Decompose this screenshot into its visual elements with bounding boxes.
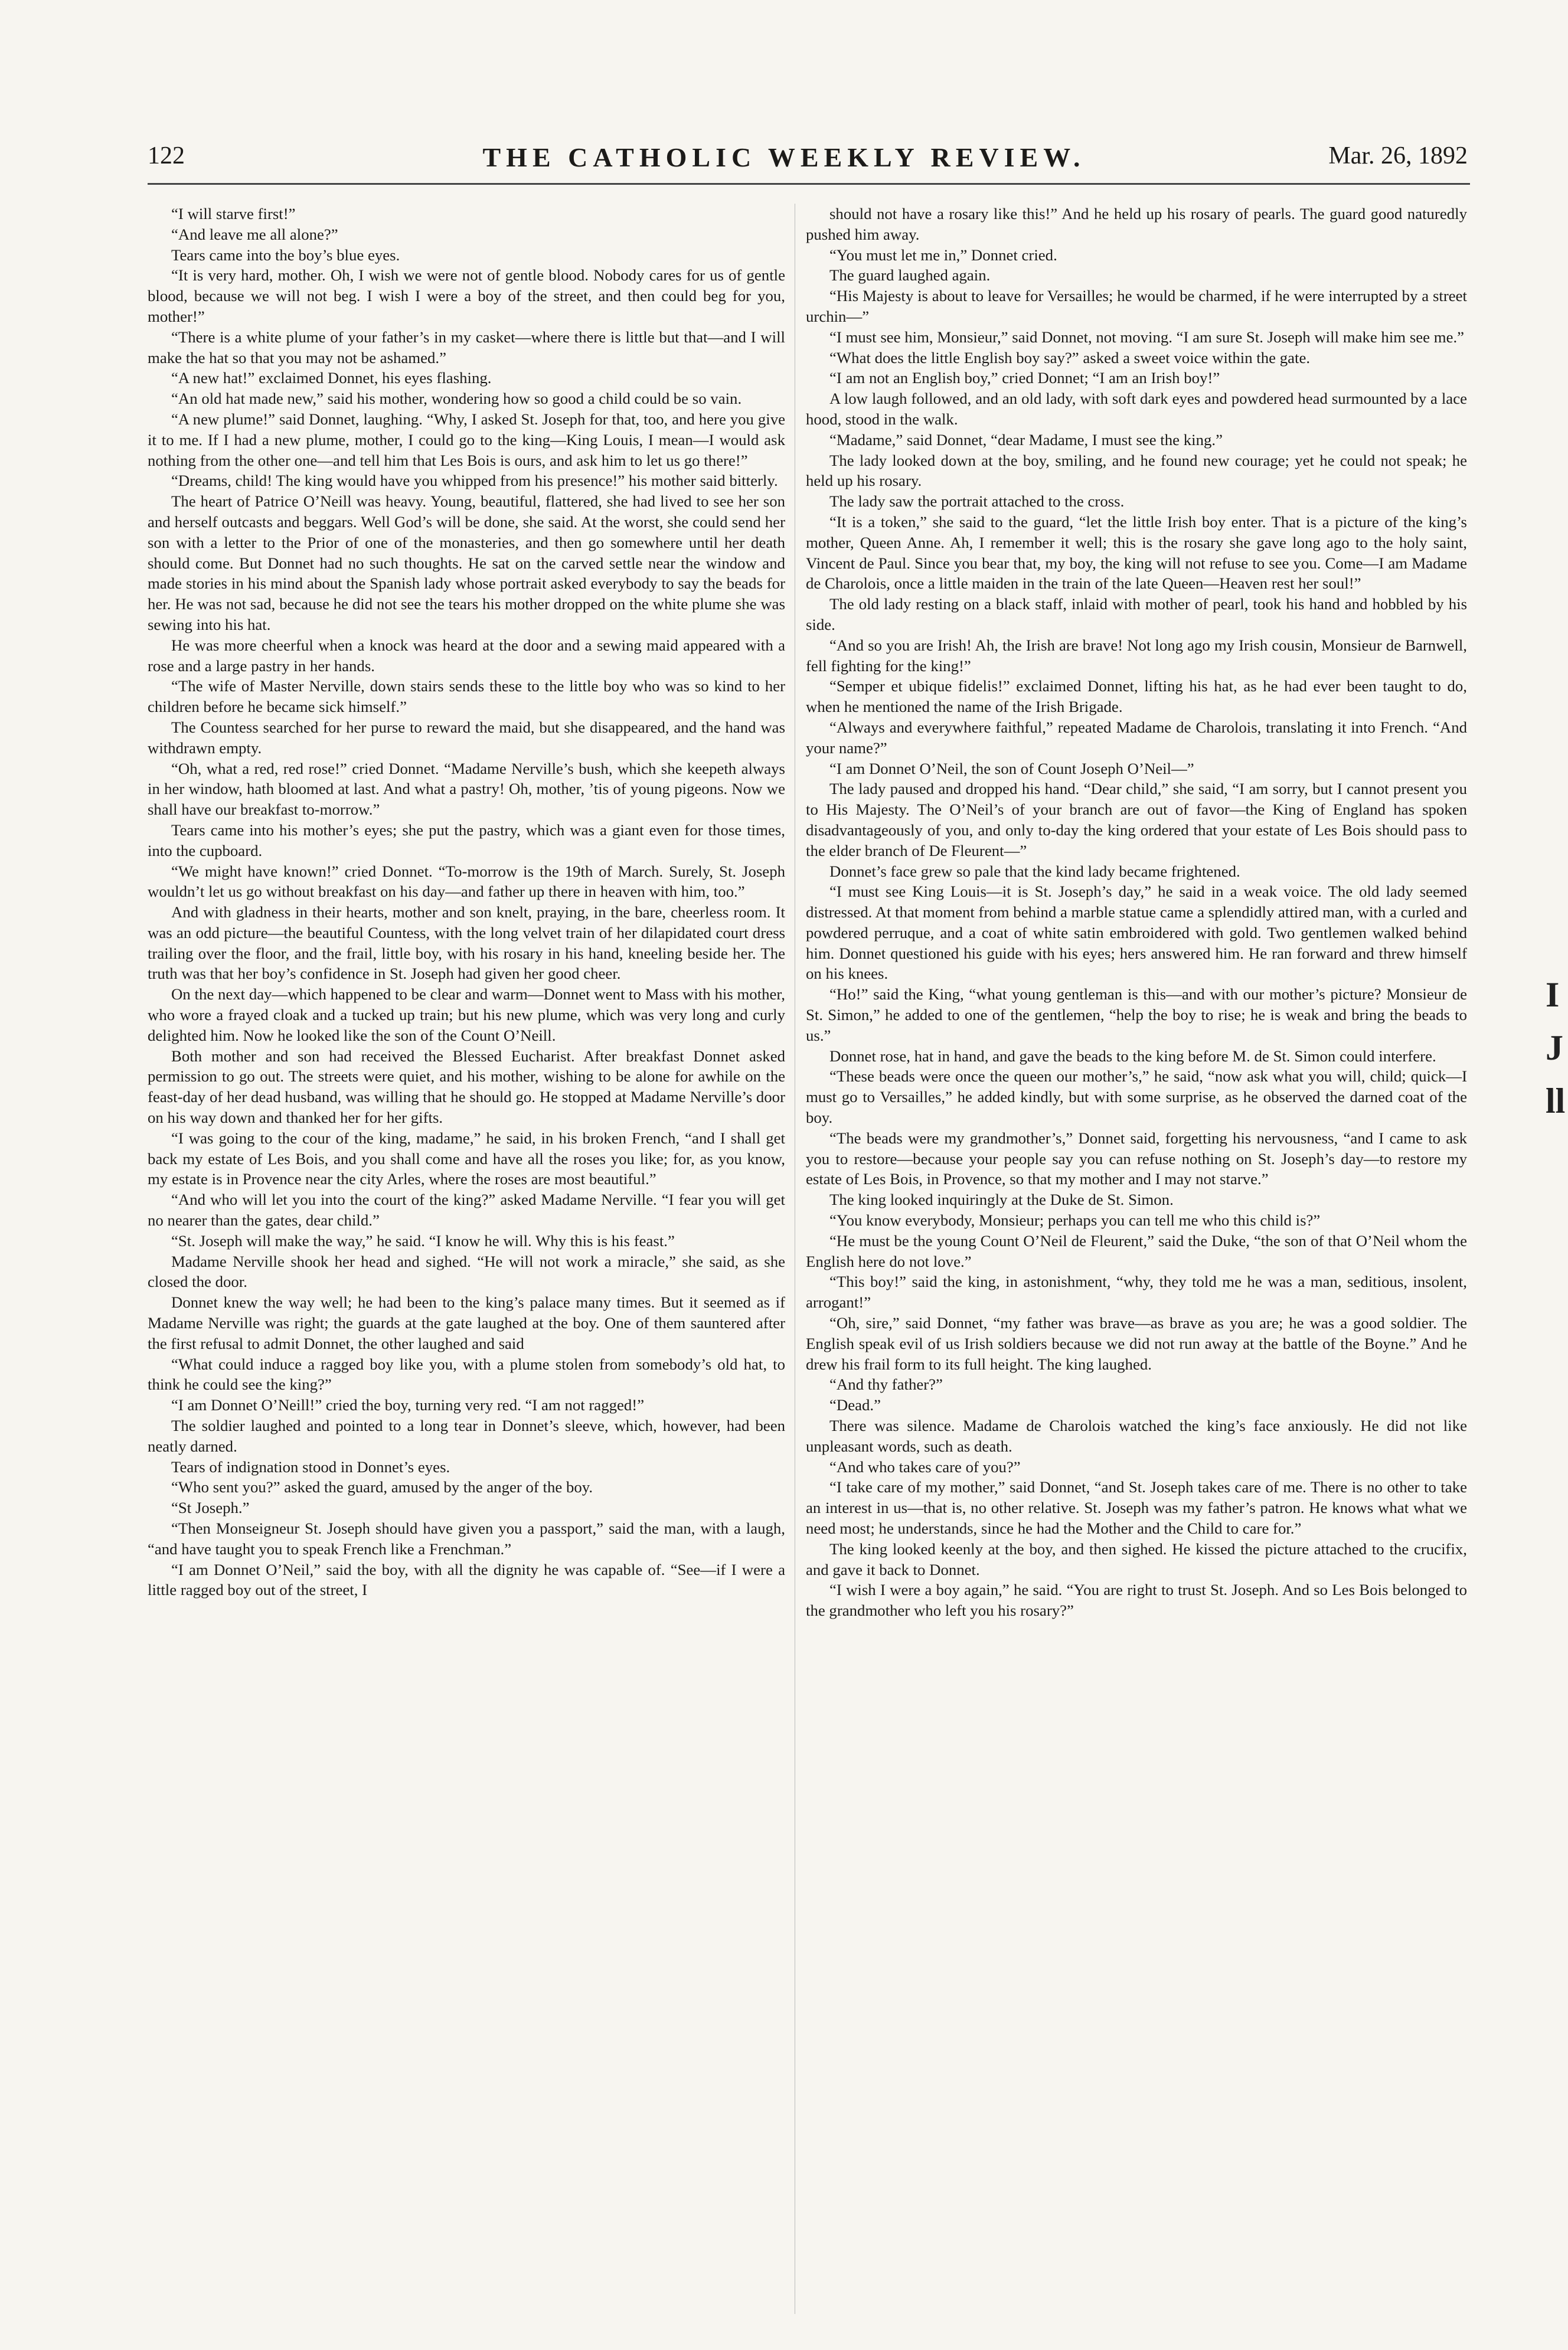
paragraph: Tears of indignation stood in Donnet’s eyes.: [171, 1457, 450, 1476]
paragraph: “I will starve first!”: [171, 205, 296, 223]
paragraph: “Oh, what a red, red rose!” cried Donnet. “Madame Nerville’s bush, which she keepeth always in her window, hath bloomed at last. And what a pastry! Oh, mother, ’tis of young pigeons. Now we shall have our breakfast to-morrow.”: [148, 759, 785, 819]
paragraph: “Oh, sire,” said Donnet, “my father was brave—as brave as you are; he was a good soldier. The English speak evil of us Irish soldiers because we did not run away at the battle of the Boyne.” And he drew his frail form to its full height. The king laughed.: [806, 1314, 1467, 1373]
paragraph: Donnet knew the way well; he had been to the king’s palace many times. But it seemed as if Madame Nerville was right; the guards at the gate laughed at the boy. One of them sauntered after the first refusal to admit Donnet, the other laughed and said: [148, 1293, 785, 1352]
paragraph: “What could induce a ragged boy like you, with a plume stolen from somebody’s old hat, to think he could see the king?”: [148, 1355, 785, 1394]
paragraph: “And who will let you into the court of the king?” asked Madame Nerville. “I fear you will get no nearer than the gates, dear child.”: [148, 1191, 785, 1230]
paragraph: “Who sent you?” asked the guard, amused by the anger of the boy.: [171, 1478, 593, 1496]
paragraph: “It is a token,” she said to the guard, “let the little Irish boy enter. That is a picture of the king’s mother, Queen Anne. Ah, I remember it well; this is the rosary she gave long ago to the holy saint, Vincent de Paul. Since you bear that, my boy, the king will not refuse to see you. Come—I am Madame de Charolois, once a little maiden in the train of the late Queen—Heaven rest her soul!”: [806, 512, 1467, 593]
paragraph: Both mother and son had received the Blessed Eucharist. After breakfast Donnet asked permission to go out. The streets were quiet, and his mother, wishing to be alone for awhile on the feast-day of her dead husband, was willing that he should go. He stopped at Madame Nerville’s door on his way down and thanked her for her gifts.: [148, 1047, 785, 1127]
page-number: 122: [148, 142, 185, 169]
paragraph: The guard laughed again.: [829, 266, 991, 285]
paragraph: “I must see King Louis—it is St. Joseph’s day,” he said in a weak voice. The old lady seemed distressed. At that moment from behind a marble statue came a splendidly attired man, with a curled and powdered perruque, and a coat of white satin embroidered with gold. Two gentlemen walked behind him. Donnet questioned his guide with his eyes; hers answered him. He ran forward and threw himself on his knees.: [806, 883, 1467, 983]
paragraph: “I was going to the cour of the king, madame,” he said, in his broken French, “and I shall get back my estate of Les Bois, and you shall come and have all the roses you like; for, as you know, my estate is in Provence near the city Arles, where the roses are most beautiful.”: [148, 1129, 785, 1188]
paragraph: “You must let me in,” Donnet cried.: [829, 246, 1057, 264]
paragraph: “Semper et ubique fidelis!” exclaimed Donnet, lifting his hat, as he had ever been taught to do, when he mentioned the name of the Irish Brigade.: [806, 677, 1467, 716]
paragraph: “Dead.”: [829, 1396, 881, 1414]
paragraph: Tears came into his mother’s eyes; she put the pastry, which was a giant even for those times, into the cupboard.: [148, 821, 785, 859]
paragraph: “Then Monseigneur St. Joseph should have given you a passport,” said the man, with a laugh, “and have taught you to speak French like a Frenchman.”: [148, 1519, 785, 1558]
paragraph: The king looked inquiringly at the Duke de St. Simon.: [829, 1191, 1174, 1209]
paragraph: “His Majesty is about to leave for Versailles; he would be charmed, if he were interrupted by a street urchin—”: [806, 287, 1467, 325]
paragraph: “Dreams, child! The king would have you whipped from his presence!” his mother said bitterly.: [171, 472, 778, 490]
paragraph: Tears came into the boy’s blue eyes.: [171, 246, 400, 264]
paragraph: “And thy father?”: [829, 1375, 943, 1394]
paragraph: “And leave me all alone?”: [171, 225, 338, 243]
paragraph: “These beads were once the queen our mother’s,” he said, “now ask what you will, child; quick—I must go to Versailles,” he added kindly, but with some surprise, as he observed the darned coat of the boy.: [806, 1067, 1467, 1127]
paragraph: A low laugh followed, and an old lady, with soft dark eyes and powdered head surmounted by a lace hood, stood in the walk.: [806, 390, 1467, 428]
paragraph: The Countess searched for her purse to reward the maid, but she disappeared, and the hand was withdrawn empty.: [148, 718, 785, 757]
paragraph: “St. Joseph will make the way,” he said. “I know he will. Why this is his feast.”: [171, 1231, 675, 1250]
paragraph: There was silence. Madame de Charolois watched the king’s face anxiously. He did not like unpleasant words, such as death.: [806, 1417, 1467, 1455]
paragraph: “A new hat!” exclaimed Donnet, his eyes flashing.: [171, 369, 492, 387]
header-rule: [148, 183, 1470, 185]
paragraph: The king looked keenly at the boy, and then sighed. He kissed the picture attached to the crucifix, and gave it back to Donnet.: [806, 1540, 1467, 1578]
paragraph: should not have a rosary like this!” And he held up his rosary of pearls. The guard good naturedly pushed him away.: [806, 205, 1467, 243]
paragraph: “And who takes care of you?”: [829, 1457, 1021, 1476]
paragraph: “Madame,” said Donnet, “dear Madame, I must see the king.”: [829, 430, 1223, 449]
paragraph: “This boy!” said the king, in astonishment, “why, they told me he was a man, seditious, insolent, arrogant!”: [806, 1273, 1467, 1312]
edge-marks: [1546, 968, 1565, 1127]
paragraph: “A new plume!” said Donnet, laughing. “Why, I asked St. Joseph for that, too, and here you give it to me. If I had a new plume, mother, I could go to the king—King Louis, I mean—I would ask nothing from the other one—and tell him that Les Bois is ours, and ask him to let us go there!”: [148, 410, 785, 469]
page-header: [0, 142, 1568, 177]
paragraph: “I am Donnet O’Neill!” cried the boy, turning very red. “I am not ragged!”: [171, 1396, 645, 1414]
paragraph: “An old hat made new,” said his mother, wondering how so good a child could be so vain.: [171, 390, 742, 408]
paragraph: “I take care of my mother,” said Donnet, “and St. Joseph takes care of me. There is no other to take an interest in us—that is, no other relative. St. Joseph was my father’s patron. He knows what what we need most; he understands, since he had the Mother and the Child to care for.”: [806, 1478, 1467, 1537]
paragraph: “I am Donnet O’Neil,” said the boy, with all the dignity he was capable of. “See—if I were a little ragged boy out of the street, I: [148, 1560, 785, 1599]
paragraph: “You know everybody, Monsieur; perhaps you can tell me who this child is?”: [829, 1211, 1321, 1230]
edge-mark: J: [1546, 1028, 1563, 1067]
paragraph: “The wife of Master Nerville, down stairs sends these to the little boy who was so kind to her children before he became sick himself.”: [148, 677, 785, 716]
paragraph: And with gladness in their hearts, mother and son knelt, praying, in the bare, cheerless room. It was an odd picture—the beautiful Countess, with the long velvet train of her dilapidated court dress trailing over the floor, and the frail, little boy, with his rosary in his hand, kneeling beside her. The truth was that her boy’s confidence in St. Joseph had given her good cheer.: [148, 903, 785, 983]
paragraph: The lady saw the portrait attached to the cross.: [829, 492, 1125, 511]
paragraph: Donnet’s face grew so pale that the kind lady became frightened.: [829, 862, 1240, 880]
paragraph: Madame Nerville shook her head and sighed. “He will not work a miracle,” she said, as she closed the door.: [148, 1252, 785, 1291]
paragraph: The lady paused and dropped his hand. “Dear child,” she said, “I am sorry, but I cannot present you to His Majesty. The O’Neil’s of your branch are out of favor—the King of England has spoken disadvantageously of you, and only to-day the king ordered that your estate of Les Bois should pass to the elder branch of De Fleurent—”: [806, 780, 1467, 859]
left-column: [148, 204, 785, 2314]
paragraph: “I wish I were a boy again,” he said. “You are right to trust St. Joseph. And so Les Bois belonged to the grandmother who left you his rosary?”: [806, 1581, 1467, 1620]
paragraph: He was more cheerful when a knock was heard at the door and a sewing maid appeared with a rose and a large pastry in her hands.: [148, 636, 785, 675]
paragraph: “Always and everywhere faithful,” repeated Madame de Charolois, translating it into French. “And your name?”: [806, 718, 1467, 757]
edge-mark: I: [1546, 975, 1560, 1014]
paragraph: The heart of Patrice O’Neill was heavy. Young, beautiful, flattered, she had lived to see her son and herself outcasts and beggars. Well God’s will be done, she said. At the worst, she could send her son with a letter to the Prior of one of the monasteries, and then go somewhere until her death should come. But Donnet had no such thoughts. He sat on the carved settle near the window and made stories in his mind about the Spanish lady whose portrait asked everybody to say the beads for her. He was not sad, because he did not see the tears his mother dropped on the white plume she was sewing into his hat.: [148, 492, 785, 633]
paragraph: “I must see him, Monsieur,” said Donnet, not moving. “I am sure St. Joseph will make him see me.”: [829, 328, 1465, 346]
right-column: [806, 204, 1467, 2314]
paragraph: “St Joseph.”: [171, 1499, 250, 1517]
paragraph: The old lady resting on a black staff, inlaid with mother of pearl, took his hand and hobbled by his side.: [806, 595, 1467, 633]
edge-mark: ll: [1546, 1081, 1566, 1120]
paragraph: “Ho!” said the King, “what young gentleman is this—and with our mother’s picture? Monsieur de St. Simon,” he added to one of the gentlemen, “help the boy to rise; he is weak and bring the beads to us.”: [806, 985, 1467, 1044]
paragraph: “The beads were my grandmother’s,” Donnet said, forgetting his nervousness, “and I came to ask you to restore—because your people say you can refuse nothing on St. Joseph’s day—to restore my estate of Les Bois, in Provence, so that my mother and I may not starve.”: [806, 1129, 1467, 1188]
paragraph: “We might have known!” cried Donnet. “To-morrow is the 19th of March. Surely, St. Joseph wouldn’t let us go without breakfast on his day—and father up there in heaven with him, too.”: [148, 862, 785, 901]
paragraph: “And so you are Irish! Ah, the Irish are brave! Not long ago my Irish cousin, Monsieur de Barnwell, fell fighting for the king!”: [806, 636, 1467, 675]
paragraph: “I am not an English boy,” cried Donnet; “I am an Irish boy!”: [829, 369, 1220, 387]
paragraph: “It is very hard, mother. Oh, I wish we were not of gentle blood. Nobody cares for us of gentle blood, because we will not beg. I wish I were a boy of the street, and then could beg for you, mother!”: [148, 266, 785, 325]
paragraph: The soldier laughed and pointed to a long tear in Donnet’s sleeve, which, however, had been neatly darned.: [148, 1417, 785, 1455]
paragraph: “He must be the young Count O’Neil de Fleurent,” said the Duke, “the son of that O’Neil whom the English here do not love.”: [806, 1231, 1467, 1270]
issue-date: Mar. 26, 1892: [1328, 142, 1468, 169]
publication-title: THE CATHOLIC WEEKLY REVIEW.: [482, 142, 1086, 172]
paragraph: Donnet rose, hat in hand, and gave the beads to the king before M. de St. Simon could interfere.: [829, 1047, 1436, 1065]
paragraph: “I am Donnet O’Neil, the son of Count Joseph O’Neil—”: [829, 759, 1194, 777]
paragraph: “There is a white plume of your father’s in my casket—where there is little but that—and I will make the hat so that you may not be ashamed.”: [148, 328, 785, 367]
paragraph: The lady looked down at the boy, smiling, and he found new courage; yet he could not speak; he held up his rosary.: [806, 451, 1467, 490]
paragraph: On the next day—which happened to be clear and warm—Donnet went to Mass with his mother, who wore a frayed cloak and a tucked up train; but his new plume, which was very long and curly delighted him. Now he looked like the son of the Count O’Neill.: [148, 985, 785, 1044]
paragraph: “What does the little English boy say?” asked a sweet voice within the gate.: [829, 348, 1311, 367]
